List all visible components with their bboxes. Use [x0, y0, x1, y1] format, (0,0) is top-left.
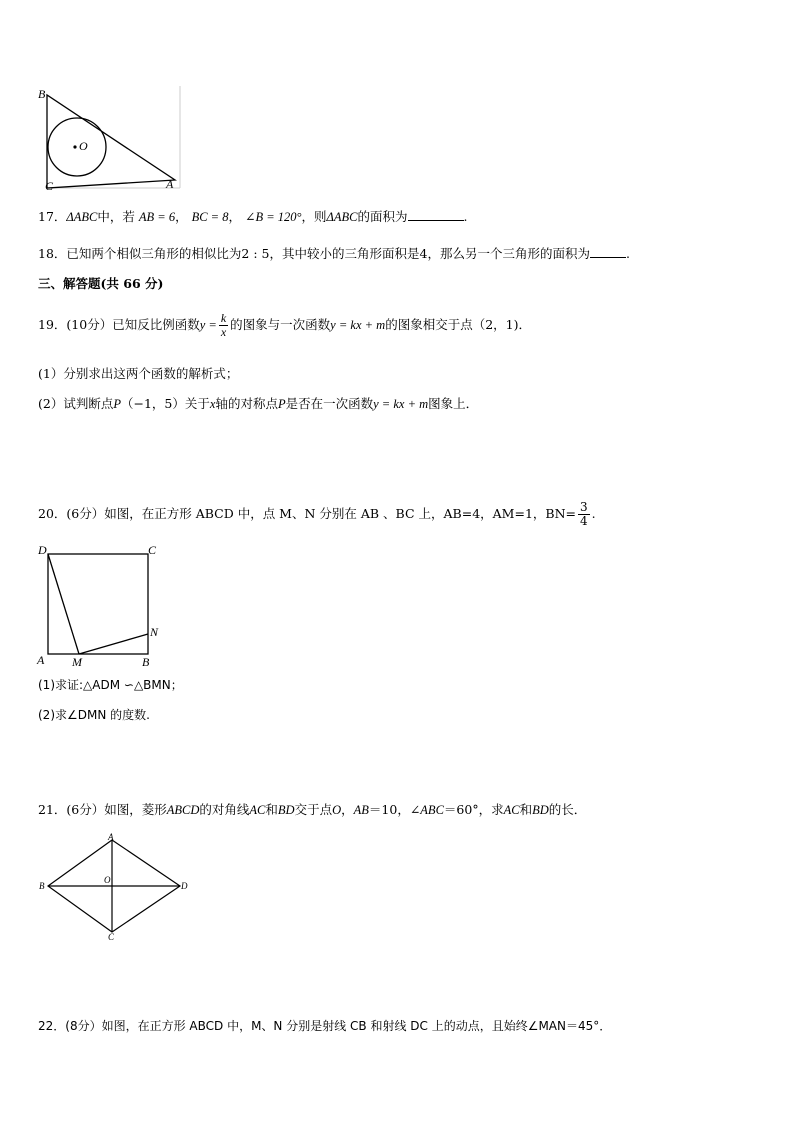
figure-triangle-incircle: [36, 84, 186, 194]
label-B: B: [39, 881, 45, 891]
label-B: B: [38, 87, 46, 101]
label-B: B: [142, 655, 150, 669]
question-19-part2: (2）试判断点P（−1，5）关于x轴的对称点P是否在一次函数y = kx + m图象上．: [38, 396, 479, 411]
figure-square-abcd: [34, 542, 174, 672]
figure-rhombus: [34, 832, 194, 944]
answer-blank: [590, 245, 626, 258]
question-18: 18．已知两个相似三角形的相似比为2 : 5，其中较小的三角形面积是4，那么另一个三角形的面积为 .: [38, 246, 630, 261]
section-heading: 三、解答题(共 66 分): [38, 276, 164, 291]
label-N: N: [150, 625, 159, 639]
incircle-shape: [48, 118, 106, 176]
question-19-part1: (1）分别求出这两个函数的解析式；: [38, 366, 239, 381]
label-O: O: [79, 139, 88, 153]
label-M: M: [72, 655, 82, 669]
label-C: C: [108, 932, 115, 942]
label-A: A: [108, 832, 114, 842]
label-A: A: [166, 177, 174, 191]
label-A: A: [37, 653, 45, 667]
question-20-part1: (1)求证:△ADM ∽△BMN；: [38, 678, 183, 692]
question-17: 17．ΔABC中，若 AB = 6， BC = 8， ∠B = 120°，则ΔABC的面积为 .: [38, 209, 468, 224]
question-20-part2: (2)求∠DMN 的度数.: [38, 708, 150, 722]
segment-MN: [79, 634, 148, 654]
label-C: C: [45, 179, 54, 193]
label-O: O: [104, 875, 111, 885]
label-D: D: [38, 543, 47, 557]
segment-DM: [48, 554, 79, 654]
answer-blank: [408, 208, 464, 221]
center-point: [73, 145, 76, 148]
question-19: 19．(10分）已知反比例函数y = $\frac{k}{x}$ 的图象与一次函数y = kx + m的图象相交于点（2，1)．: [38, 311, 531, 339]
question-22: 22．(8分）如图，在正方形 ABCD 中，M、N 分别是射线 CB 和射线 DC 上的动点，且始终∠MAN＝45°．: [38, 1019, 612, 1033]
label-D: D: [181, 881, 188, 891]
question-21: 21．(6分）如图，菱形ABCD的对角线AC和BD交于点O，AB＝10，∠ABC＝60°，求AC和BD的长．: [38, 802, 587, 817]
question-20: 20．(6分）如图，在正方形 ABCD 中，点 M、N 分别在 AB 、BC 上，AB=4，AM=1，BN= $\frac{3}{4}$ .: [38, 500, 596, 528]
fraction-k-over-x: $\frac{k}{x}$: [220, 311, 227, 339]
label-C: C: [148, 543, 157, 557]
fraction-3-over-4: $\frac{3}{4}$: [580, 500, 588, 528]
